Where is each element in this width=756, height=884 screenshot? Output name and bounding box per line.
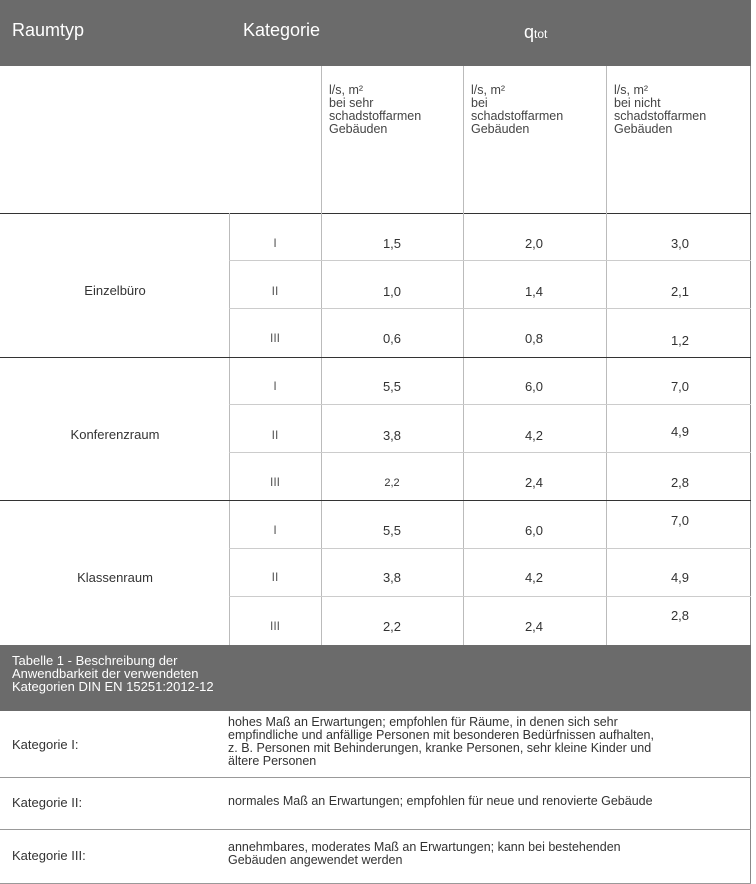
category-cell: III <box>269 619 280 633</box>
value-cell: 0,8 <box>524 331 544 346</box>
unit-desc: schadstoffarmen <box>614 109 707 123</box>
category-cell: II <box>271 428 279 442</box>
value-cell: 2,4 <box>524 619 544 634</box>
value-cell: 4,2 <box>524 570 544 585</box>
value-cell: 2,4 <box>524 475 544 490</box>
unit-desc: schadstoffarmen <box>329 109 422 123</box>
value-cell: 1,2 <box>670 333 690 348</box>
value-cell: 1,4 <box>524 284 544 299</box>
value-cell: 3,8 <box>382 570 402 585</box>
group-separator <box>0 500 751 501</box>
value-cell: 6,0 <box>524 379 544 394</box>
unit-col-3 <box>614 84 706 136</box>
table-caption-bar <box>0 645 751 711</box>
header-q-subscript: tot <box>534 27 548 41</box>
description-label: Kategorie II: <box>12 795 83 810</box>
room-name: Konferenzraum <box>70 427 160 442</box>
category-cell: I <box>273 379 277 393</box>
grid-hline <box>229 596 751 597</box>
description-row <box>0 829 751 884</box>
value-cell: 2,2 <box>382 619 402 634</box>
value-cell: 5,5 <box>382 379 402 394</box>
grid-vline <box>463 66 464 645</box>
description-line: normales Maß an Erwartungen; empfohlen für neue und renovierte Gebäude <box>228 794 653 808</box>
unit-desc: Gebäuden <box>471 122 530 136</box>
unit-desc: bei <box>471 96 488 110</box>
unit-desc: Gebäuden <box>614 122 673 136</box>
grid-hline <box>229 404 751 405</box>
grid-hline <box>229 548 751 549</box>
grid-vline <box>321 66 322 645</box>
description-text <box>228 841 748 867</box>
unit-desc: bei nicht <box>614 96 661 110</box>
category-cell: II <box>271 570 279 584</box>
room-name: Klassenraum <box>77 570 153 585</box>
value-cell: 2,0 <box>524 236 544 251</box>
value-cell: 1,0 <box>382 284 402 299</box>
table-caption <box>12 654 272 693</box>
caption-line: Kategorien DIN EN 15251:2012-12 <box>12 679 214 694</box>
value-cell: 5,5 <box>382 523 402 538</box>
value-cell: 4,9 <box>670 570 690 585</box>
value-cell: 2,2 <box>384 477 400 489</box>
header-q: q <box>524 22 535 42</box>
value-cell: 0,6 <box>382 331 402 346</box>
category-cell: II <box>271 284 279 298</box>
category-cell: I <box>273 236 277 250</box>
description-row <box>0 711 751 778</box>
description-line: annehmbares, moderates Maß an Erwartungen; kann bei bestehenden <box>228 840 621 854</box>
grid-hline <box>229 452 751 453</box>
unit-row <box>0 66 751 214</box>
value-cell: 3,8 <box>382 428 402 443</box>
description-line: hohes Maß an Erwartungen; empfohlen für Räume, in denen sich sehr <box>228 715 618 729</box>
table-header <box>0 0 751 66</box>
caption-line: Anwendbarkeit der verwendeten <box>12 666 199 681</box>
header-room-type: Raumtyp <box>12 20 85 40</box>
value-cell: 4,9 <box>670 424 690 439</box>
description-row <box>0 777 751 830</box>
description-text <box>228 716 748 768</box>
description-line: ältere Personen <box>228 754 317 768</box>
room-name: Einzelbüro <box>84 283 146 298</box>
unit-desc: bei sehr <box>329 96 374 110</box>
value-cell: 7,0 <box>670 513 690 528</box>
grid-hline <box>229 260 751 261</box>
category-cell: III <box>269 331 280 345</box>
value-cell: 7,0 <box>670 379 690 394</box>
header-q-tot <box>524 22 547 43</box>
grid-hline <box>229 308 751 309</box>
description-line: z. B. Personen mit Behinderungen, kranke Personen, sehr kleine Kinder und <box>228 741 652 755</box>
header-category: Kategorie <box>243 20 321 40</box>
group-separator <box>0 357 751 358</box>
description-line: Gebäuden angewendet werden <box>228 853 403 867</box>
unit-desc: Gebäuden <box>329 122 388 136</box>
category-cell: III <box>269 475 280 489</box>
value-cell: 6,0 <box>524 523 544 538</box>
unit-label: l/s, m² <box>329 83 364 97</box>
category-cell: I <box>273 523 277 537</box>
value-cell: 1,5 <box>382 236 402 251</box>
description-label: Kategorie III: <box>12 848 86 863</box>
grid-vline <box>606 66 607 645</box>
caption-line: Tabelle 1 - Beschreibung der <box>12 653 178 668</box>
value-cell: 2,8 <box>670 475 690 490</box>
value-cell: 4,2 <box>524 428 544 443</box>
value-cell: 2,8 <box>670 608 690 623</box>
unit-col-2 <box>471 84 563 136</box>
description-text <box>228 795 748 808</box>
unit-label: l/s, m² <box>614 83 649 97</box>
unit-label: l/s, m² <box>471 83 506 97</box>
description-line: empfindliche und anfällige Personen mit besonderen Bedürfnissen aufhalten, <box>228 728 654 742</box>
value-cell: 3,0 <box>670 236 690 251</box>
unit-desc: schadstoffarmen <box>471 109 564 123</box>
value-cell: 2,1 <box>670 284 690 299</box>
description-label: Kategorie I: <box>12 737 79 752</box>
unit-col-1 <box>329 84 421 136</box>
